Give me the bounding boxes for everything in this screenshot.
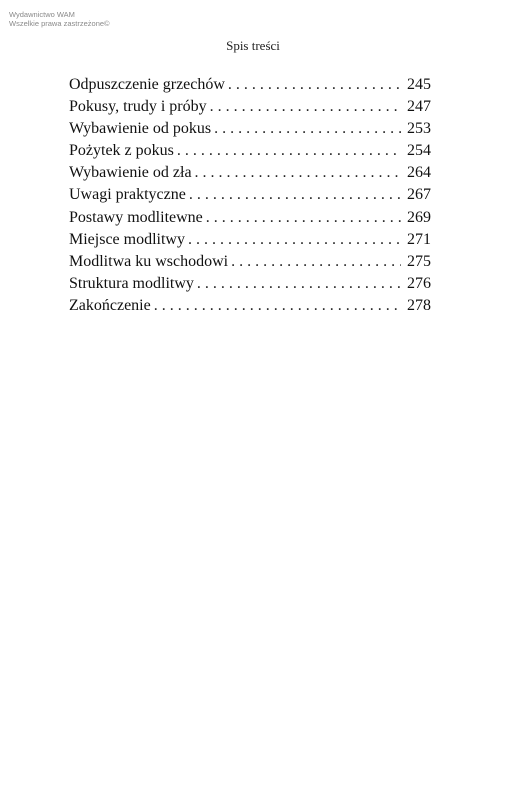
table-of-contents (69, 74, 431, 317)
toc-entry-title: Postawy modlitewne (69, 208, 203, 226)
toc-entry-title: Modlitwa ku wschodowi (69, 252, 229, 270)
toc-entry-title: Pokusy, trudy i próby (69, 98, 207, 116)
dot-leader (231, 251, 401, 273)
toc-entry[interactable] (69, 273, 431, 295)
toc-entry-title: Struktura modlitwy (69, 274, 194, 292)
toc-entry-page: 247 (407, 98, 431, 116)
toc-entry-page: 275 (407, 252, 431, 270)
toc-entry-page: 271 (407, 230, 431, 248)
toc-entry-title: Miejsce modlitwy (69, 230, 185, 248)
watermark-copyright: Wszelkie prawa zastrzeżone© (9, 19, 110, 28)
toc-entry-title: Wybawienie od zła (69, 164, 192, 182)
toc-entry-page: 278 (407, 296, 431, 314)
dot-leader (177, 140, 401, 162)
toc-entry[interactable] (69, 184, 431, 206)
toc-entry-page: 254 (407, 142, 431, 160)
toc-entry-page: 269 (407, 208, 431, 226)
toc-entry-title: Zakończenie (69, 296, 151, 314)
toc-entry-title: Pożytek z pokus (69, 142, 174, 160)
toc-entry-page: 245 (407, 76, 431, 93)
toc-entry-page: 267 (407, 186, 431, 204)
toc-entry[interactable] (69, 207, 431, 229)
dot-leader (154, 295, 401, 317)
watermark-publisher: Wydawnictwo WAM (9, 10, 75, 19)
dot-leader (197, 273, 401, 295)
toc-entry[interactable] (69, 140, 431, 162)
toc-entry[interactable] (69, 295, 431, 317)
toc-entry-page: 276 (407, 274, 431, 292)
dot-leader (188, 229, 401, 251)
toc-entry[interactable] (69, 118, 431, 140)
running-head: Spis treści (226, 38, 280, 53)
dot-leader (214, 118, 401, 140)
toc-entry-page: 253 (407, 120, 431, 138)
toc-entry[interactable] (69, 251, 431, 273)
toc-entry-page: 264 (407, 164, 431, 182)
toc-entry-title: Odpuszczenie grzechów (69, 76, 225, 93)
toc-entry[interactable] (69, 162, 431, 184)
toc-entry[interactable] (69, 96, 431, 118)
toc-entry[interactable] (69, 74, 431, 96)
publisher-watermark (9, 10, 110, 28)
dot-leader (210, 96, 401, 118)
dot-leader (195, 162, 401, 184)
dot-leader (189, 184, 401, 206)
toc-entry-title: Uwagi praktyczne (69, 186, 186, 204)
dot-leader (206, 207, 401, 229)
dot-leader (228, 74, 401, 96)
toc-entry-title: Wybawienie od pokus (69, 120, 212, 138)
toc-entry[interactable] (69, 229, 431, 251)
